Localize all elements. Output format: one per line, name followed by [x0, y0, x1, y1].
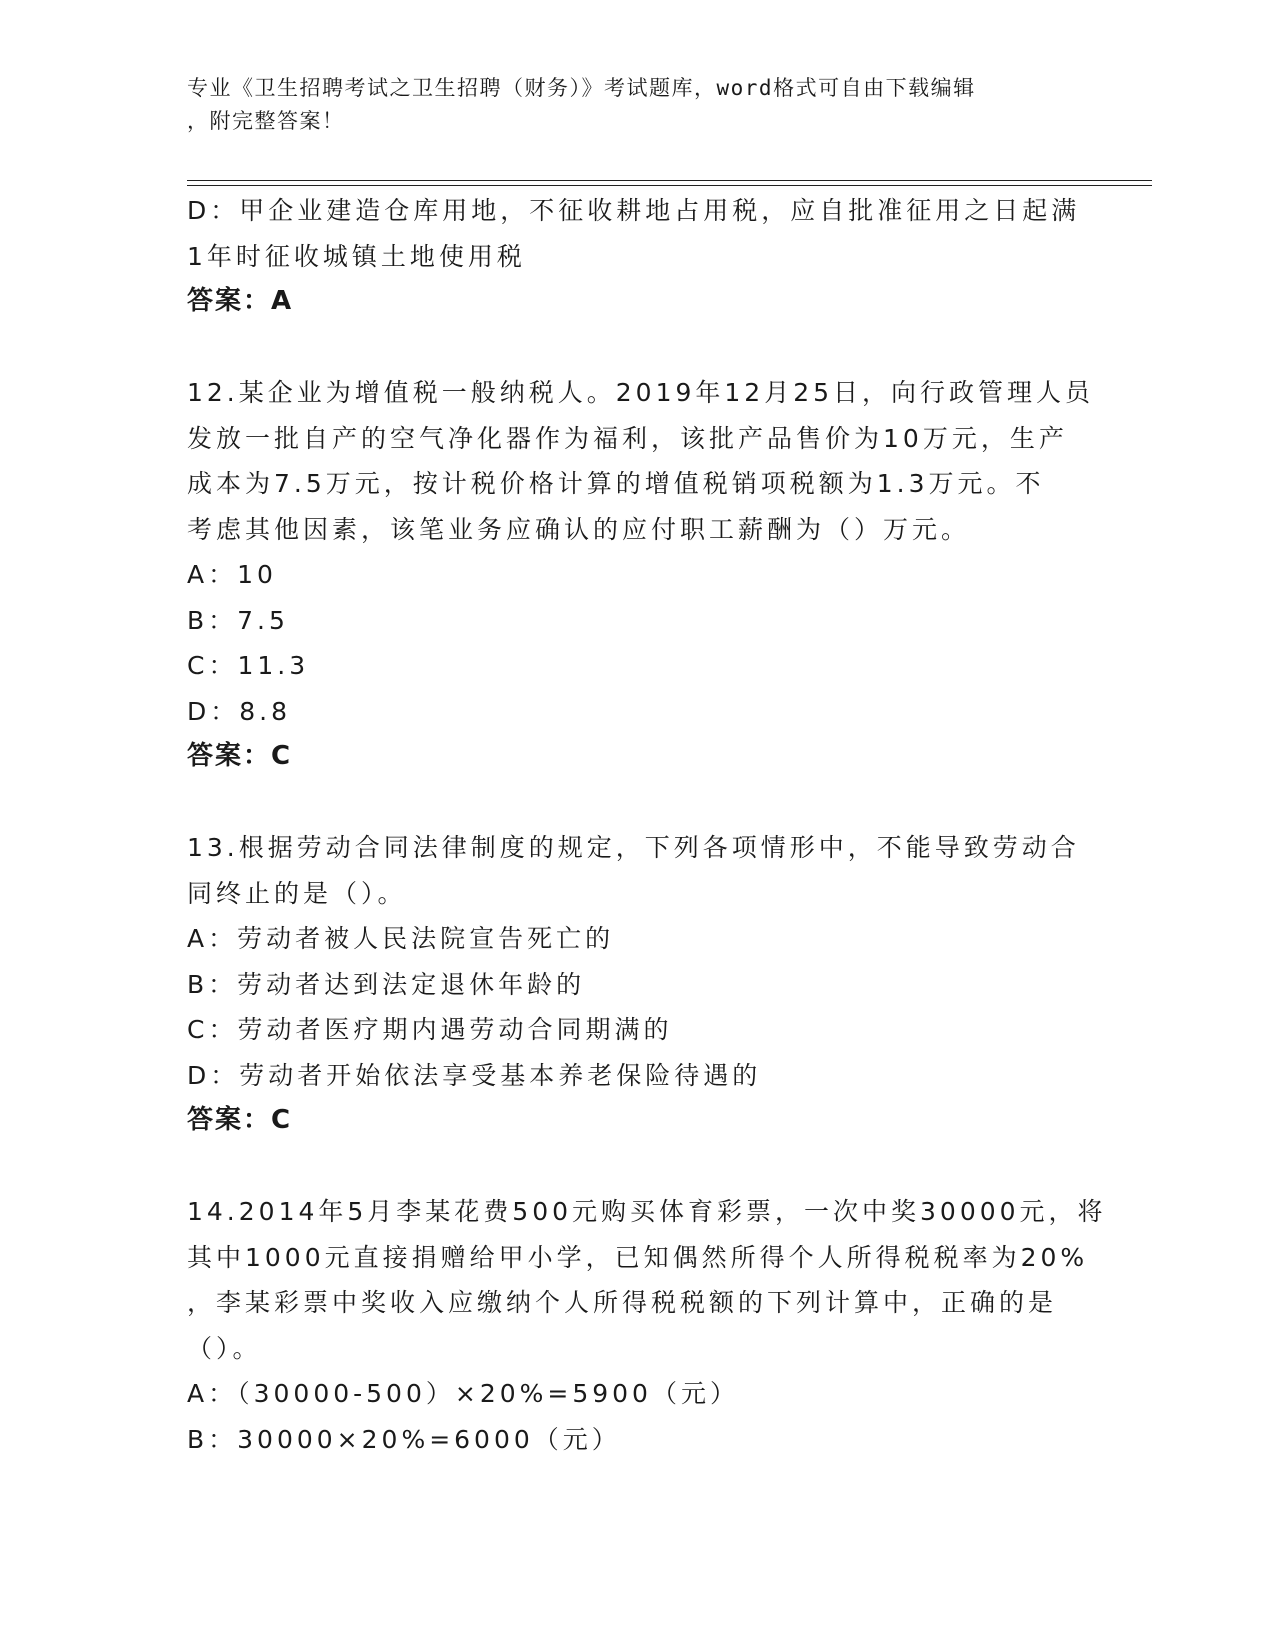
question-stem-line: 12.某企业为增值税一般纳税人。2019年12月25日，向行政管理人员 [187, 378, 1095, 407]
answer: 答案：C [187, 1105, 293, 1135]
option-c: C：劳动者医疗期内遇劳动合同期满的 [187, 1015, 673, 1044]
option-a: A：（30000-500）×20%=5900（元） [187, 1379, 739, 1408]
option-d: D：8.8 [187, 696, 292, 726]
spacer [187, 780, 1087, 826]
question-stem-line: 考虑其他因素，该笔业务应确认的应付职工薪酬为（）万元。 [187, 514, 971, 544]
option-a: A：10 [187, 560, 277, 589]
option-c: C：11.3 [187, 651, 310, 680]
question-14 [187, 1189, 1107, 1462]
option-d: D：甲企业建造仓库用地，不征收耕地占用税，应自批准征用之日起满 [187, 196, 1081, 225]
question-13 [187, 825, 1087, 1144]
question-stem-line: （）。 [187, 1333, 262, 1363]
question-stem-line: 同终止的是（）。 [187, 878, 407, 908]
header-divider-top [187, 180, 1152, 181]
question-stem-line: 13.根据劳动合同法律制度的规定，下列各项情形中，不能导致劳动合 [187, 833, 1080, 862]
answer: 答案：A [187, 286, 294, 316]
option-b: B：劳动者达到法定退休年龄的 [187, 969, 586, 999]
question-stem-line: 发放一批自产的空气净化器作为福利，该批产品售价为10万元，生产 [187, 423, 1068, 453]
option-b: B：7.5 [187, 605, 289, 635]
header-line-2: ，附完整答案！ [187, 109, 345, 133]
document-header [187, 72, 1087, 138]
question-stem-line: 14.2014年5月李某花费500元购买体育彩票，一次中奖30000元，将 [187, 1197, 1107, 1226]
option-d-continued: 1年时征收城镇土地使用税 [187, 241, 526, 271]
question-stem-line: 其中1000元直接捐赠给甲小学，已知偶然所得个人所得税税率为20% [187, 1242, 1089, 1272]
previous-question-tail [187, 188, 1087, 325]
option-a: A：劳动者被人民法院宣告死亡的 [187, 924, 615, 953]
question-stem-line: 成本为7.5万元，按计税价格计算的增值税销项税额为1.3万元。不 [187, 469, 1045, 498]
question-content [187, 188, 1107, 1462]
spacer [187, 1144, 1087, 1190]
question-stem-line: ，李某彩票中奖收入应缴纳个人所得税税额的下列计算中，正确的是 [187, 1288, 1058, 1317]
question-12 [187, 370, 1095, 780]
spacer [187, 325, 1087, 371]
answer: 答案：C [187, 741, 293, 771]
header-line-1: 专业《卫生招聘考试之卫生招聘（财务）》考试题库，word格式可自由下载编辑 [187, 76, 976, 100]
option-b: B：30000×20%=6000（元） [187, 1424, 621, 1454]
option-d: D：劳动者开始依法享受基本养老保险待遇的 [187, 1060, 762, 1090]
header-divider-bottom [187, 185, 1152, 186]
